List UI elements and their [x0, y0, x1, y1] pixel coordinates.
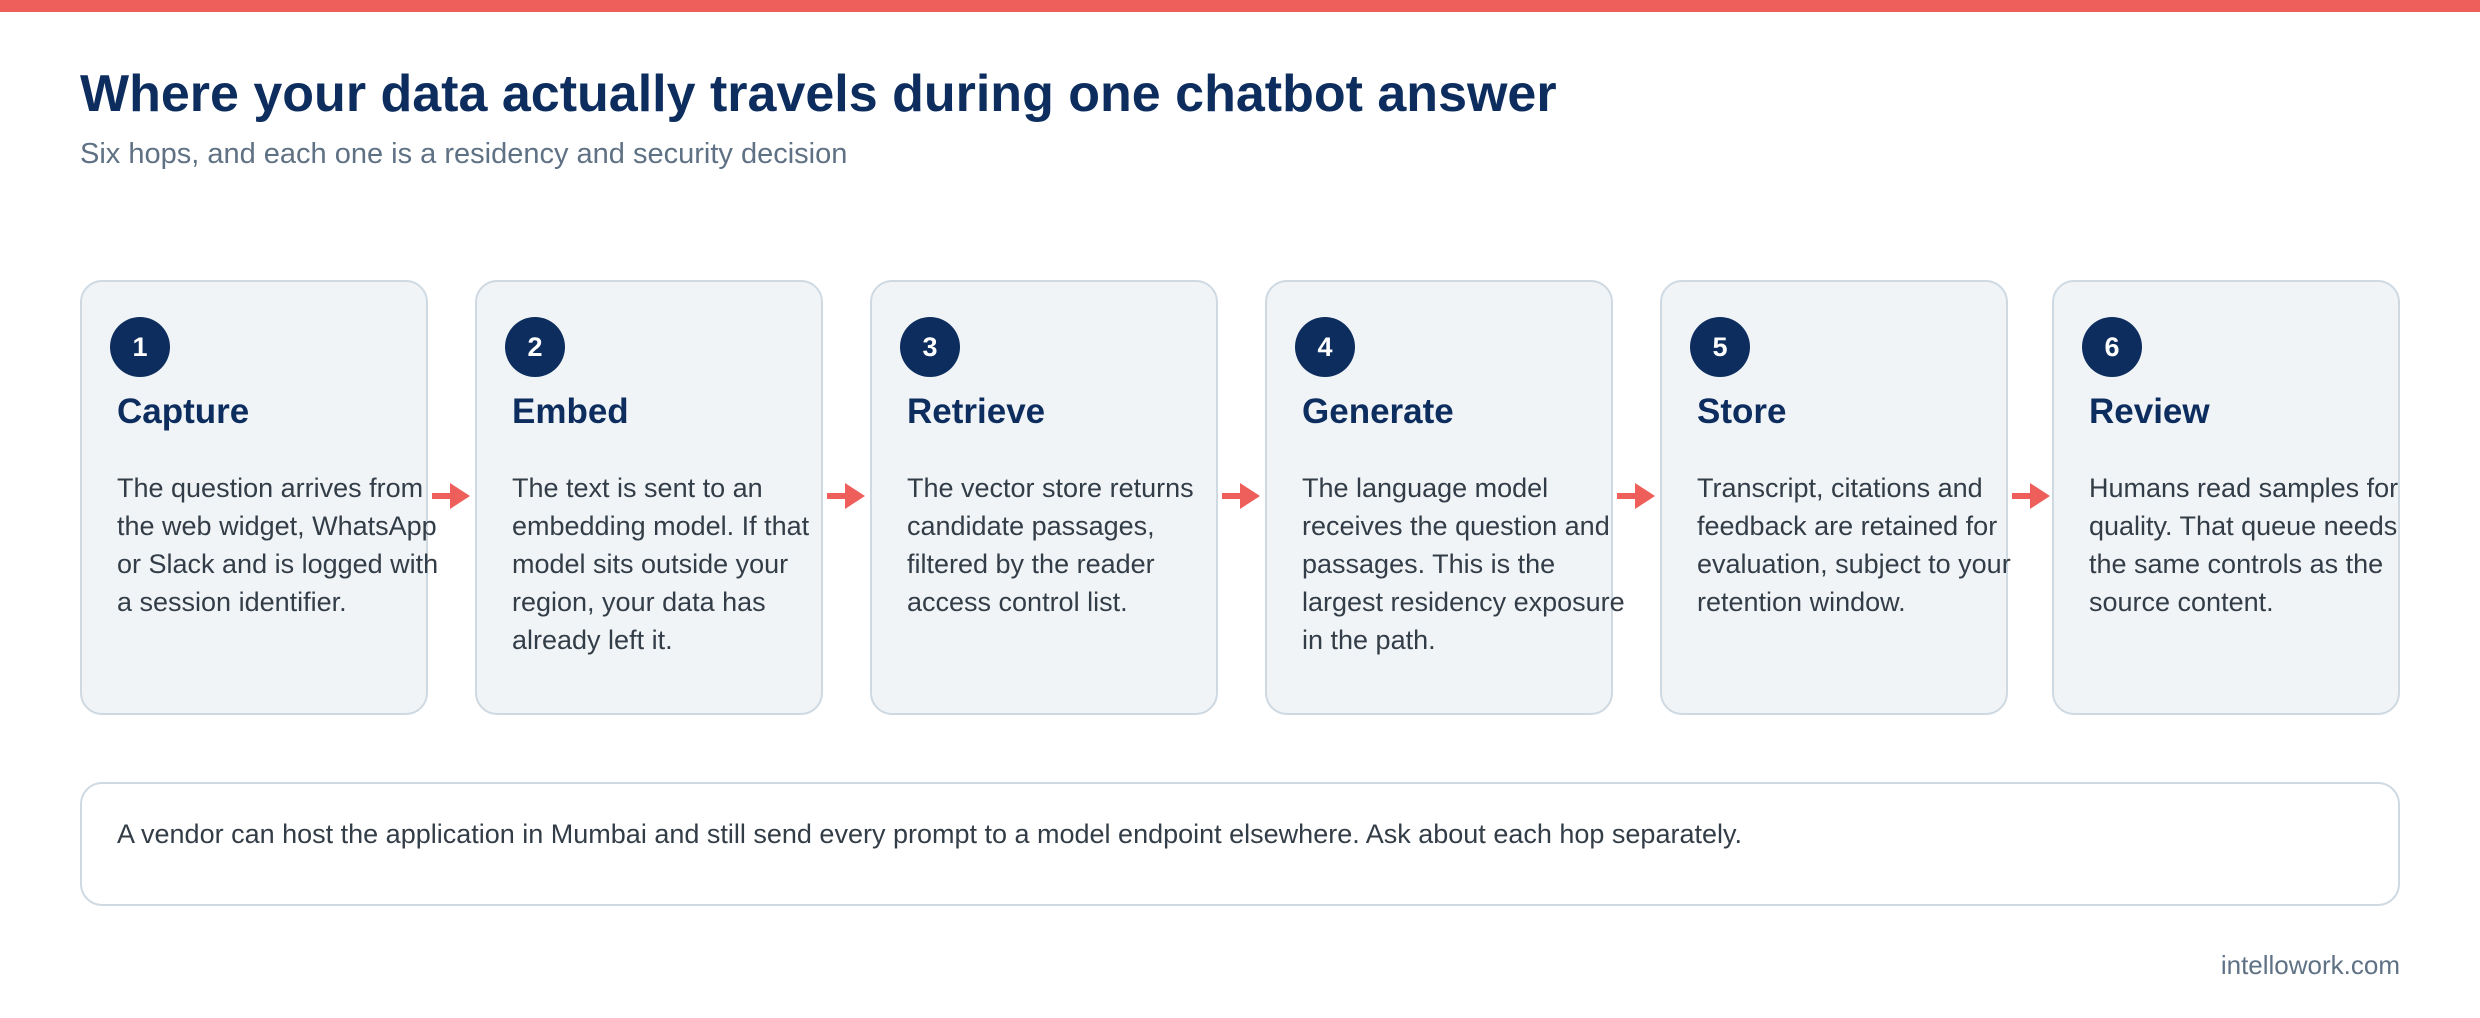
step-title: Embed [512, 392, 629, 431]
arrow-right-icon [1617, 483, 1655, 509]
arrow-right-icon [2012, 483, 2050, 509]
step-description: The text is sent to an embedding model. If that model sits outside your region, your data has already left it. [512, 473, 810, 655]
step-number-badge: 1 [110, 317, 170, 377]
arrow-right-icon [827, 483, 865, 509]
data-flow-steps [80, 280, 2400, 715]
step-description: The question arrives from the web widget, WhatsApp or Slack and is logged with a session identifier. [117, 473, 439, 617]
step-number-badge: 3 [900, 317, 960, 377]
step-title: Retrieve [907, 392, 1046, 431]
step-card-review [2052, 280, 2400, 715]
step-number-badge: 2 [505, 317, 565, 377]
arrow-right-icon [432, 483, 470, 509]
step-title: Capture [117, 392, 250, 431]
page-subtitle: Six hops, and each one is a residency and security decision [80, 138, 848, 170]
footer-site: intellowork.com [2220, 950, 2400, 980]
step-card-embed [475, 280, 823, 715]
step-card-capture [80, 280, 439, 715]
page-title: Where your data actually travels during one chatbot answer [80, 65, 1557, 123]
step-description: The language model receives the question and passages. This is the largest residency exposure in the path. [1302, 473, 1625, 655]
step-description: Humans read samples for quality. That queue needs the same controls as the source content. [2089, 473, 2399, 617]
callout-note [80, 782, 2400, 906]
step-number-badge: 5 [1690, 317, 1750, 377]
step-description: The vector store returns candidate passages, filtered by the reader access control list. [907, 473, 1194, 617]
step-title: Generate [1302, 392, 1454, 431]
step-title: Review [2089, 392, 2210, 431]
step-card-store [1660, 280, 2011, 715]
step-number-badge: 4 [1295, 317, 1355, 377]
step-card-retrieve [870, 280, 1218, 715]
step-card-generate [1265, 280, 1625, 715]
accent-top-bar [0, 0, 2480, 12]
step-number-badge: 6 [2082, 317, 2142, 377]
step-description: Transcript, citations and feedback are retained for evaluation, subject to your retention window. [1697, 473, 2011, 617]
arrow-right-icon [1222, 483, 1260, 509]
step-title: Store [1697, 392, 1787, 431]
callout-note-text: A vendor can host the application in Mumbai and still send every prompt to a model endpoint elsewhere. Ask about each hop separately. [117, 819, 1742, 849]
